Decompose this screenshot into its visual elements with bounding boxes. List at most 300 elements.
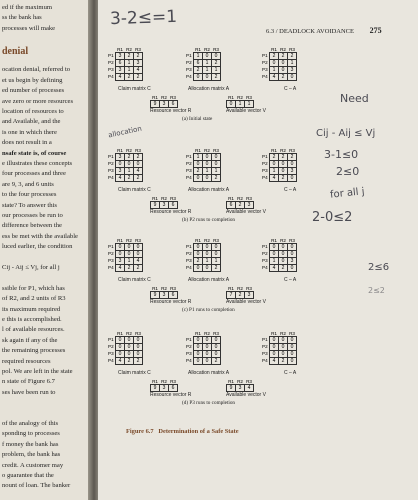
column-header: R2 [161,378,167,384]
body-text-line: n state of Figure 6.7 [2,378,55,386]
matrix-cell: 1 [194,53,203,60]
matrix-cell: 4 [116,358,125,365]
matrix-cell: 0 [279,337,288,344]
body-text-line: is one in which there [2,128,57,136]
matrix-cell: 2 [134,358,143,365]
matrix-cell: 3 [116,258,125,265]
matrix-cell: 6 [116,60,125,67]
body-text-line: problem, the bank has [2,451,61,459]
row-label: P1 [186,244,192,249]
body-text-line: state? To answer this [2,201,57,209]
matrix-cell: 0 [279,60,288,67]
matrix-cell: 0 [134,351,143,358]
vector-cell: 3 [160,101,169,108]
matrix-cell: 3 [288,67,297,74]
matrix-cell: 0 [288,175,297,182]
matrix-cell: 2 [212,74,221,81]
need-matrix [262,330,297,365]
vector-cell: 9 [151,101,160,108]
row-label: P1 [108,337,114,342]
row-label: P3 [262,67,268,72]
row-label: P3 [186,67,192,72]
row-label: P3 [186,168,192,173]
column-header: R3 [246,94,252,100]
body-text-line: et us begin by defining [2,76,63,84]
column-header: R1 [117,330,123,336]
available-vector-caption: Available vector V [226,392,266,398]
column-header: R3 [246,195,252,201]
resource-vector-caption: Resource vector R [150,299,192,305]
body-text-line: sponding to processes [2,430,60,438]
body-text-line: l of available resources. [2,326,65,334]
matrix-cell: 2 [270,154,279,161]
body-text-line: required resources [2,357,51,365]
matrix-cell: 4 [116,74,125,81]
row-label: P2 [186,344,192,349]
figure-title: Determination of a Safe State [158,428,239,435]
matrix-cell: 0 [125,244,134,251]
matrix-cell: 2 [194,168,203,175]
row-label: P1 [262,337,268,342]
matrix-cell: 2 [194,258,203,265]
matrix-cell: 2 [212,265,221,272]
vector-cell: 6 [169,101,178,108]
row-label: P3 [108,351,114,356]
allocation-matrix-caption: Allocation matrix A [188,277,230,283]
row-label: P4 [262,175,268,180]
matrix-cell: 0 [279,258,288,265]
available-vector-caption: Available vector V [226,299,266,305]
matrix-cell: 0 [288,74,297,81]
body-text-line: sk again if any of the [2,336,58,344]
column-header: R1 [228,378,234,384]
allocation-matrix-caption: Allocation matrix A [188,370,230,376]
matrix-cell: 2 [288,53,297,60]
row-label: P3 [108,258,114,263]
need-matrix-caption: C – A [284,277,297,283]
matrix-cell: 0 [288,351,297,358]
column-header: R1 [271,147,277,153]
body-text-line: ocation denial, referred to [2,66,71,74]
row-label: P1 [108,244,114,249]
allocation-matrix-caption: Allocation matrix A [188,86,230,92]
body-text-line: ess be met with the available [2,232,78,240]
row-label: P1 [262,154,268,159]
body-text-line: difference between the [2,222,62,230]
row-label: P3 [186,258,192,263]
matrix-cell: 2 [212,60,221,67]
body-text-line: Cij - Aij ≤ Vj, for all j [2,264,60,271]
claim-matrix [108,147,143,182]
matrix-cell: 1 [125,60,134,67]
state-caption: (c) P1 runs to completion [182,307,235,313]
handwritten-calc-1: 3-1≤0 [324,148,359,161]
vector-cell: 3 [245,292,254,299]
vector-cell: 2 [236,202,245,209]
matrix-cell: 0 [203,244,212,251]
matrix-cell: 1 [125,258,134,265]
column-header: R1 [228,195,234,201]
column-header: R2 [204,46,210,52]
vector-cell: 9 [151,202,160,209]
column-header: R1 [117,147,123,153]
matrix-cell: 2 [288,154,297,161]
matrix-cell: 2 [134,74,143,81]
column-header: R3 [170,195,176,201]
matrix-cell: 2 [125,154,134,161]
column-header: R3 [289,46,295,52]
matrix-cell: 3 [116,67,125,74]
matrix-cell: 4 [116,175,125,182]
claim-matrix-caption: Claim matrix C [118,86,151,92]
matrix-cell: 1 [194,154,203,161]
need-matrix-caption: C – A [284,370,297,376]
resource-vector-caption: Resource vector R [150,209,192,215]
row-label: P2 [108,60,114,65]
vector-cell: 9 [151,385,160,392]
matrix-cell: 2 [125,175,134,182]
column-header: R1 [271,46,277,52]
matrix-cell: 0 [194,358,203,365]
matrix-cell: 0 [270,351,279,358]
row-label: P2 [262,344,268,349]
column-header: R1 [152,285,158,291]
matrix-cell: 4 [270,175,279,182]
matrix-cell: 0 [212,344,221,351]
matrix-cell: 0 [270,337,279,344]
section-heading: denial [2,45,29,57]
allocation-matrix [186,147,221,182]
allocation-matrix [186,46,221,81]
body-text-line: f money the bank has [2,440,59,448]
matrix-cell: 0 [203,161,212,168]
matrix-cell: 2 [134,53,143,60]
column-header: R3 [289,237,295,243]
matrix-cell: 0 [212,161,221,168]
matrix-cell: 2 [279,154,288,161]
allocation-matrix [186,330,221,365]
matrix-cell: 3 [116,154,125,161]
vector-cell: 6 [227,202,236,209]
body-text-line: nount of loan. The banker [2,482,71,490]
row-label: P4 [186,74,192,79]
matrix-cell: 0 [212,337,221,344]
matrix-cell: 1 [270,67,279,74]
matrix-cell: 3 [134,60,143,67]
matrix-cell: 0 [270,344,279,351]
row-label: P4 [262,74,268,79]
matrix-cell: 0 [203,265,212,272]
matrix-cell: 0 [203,251,212,258]
column-header: R2 [161,285,167,291]
row-label: P1 [186,53,192,58]
column-header: R2 [161,94,167,100]
handwritten-note-top: 3-2≤=1 [109,6,178,30]
matrix-cell: 0 [125,161,134,168]
row-label: P1 [108,154,114,159]
matrix-cell: 1 [203,258,212,265]
matrix-cell: 0 [279,161,288,168]
resource-vector [150,195,178,209]
column-header: R3 [170,378,176,384]
column-header: R3 [170,285,176,291]
running-header [266,26,382,35]
matrix-cell: 0 [212,251,221,258]
matrix-cell: 4 [116,265,125,272]
vector-cell: 3 [160,292,169,299]
column-header: R2 [161,195,167,201]
matrix-cell: 3 [116,168,125,175]
column-header: R3 [213,147,219,153]
column-header: R3 [289,147,295,153]
matrix-cell: 4 [270,358,279,365]
matrix-cell: 0 [134,337,143,344]
row-label: P4 [108,358,114,363]
matrix-cell: 0 [203,344,212,351]
handwritten-side-2: 2≤2 [368,286,385,295]
matrix-cell: 2 [194,67,203,74]
column-header: R3 [213,330,219,336]
row-label: P3 [262,258,268,263]
matrix-cell: 4 [270,74,279,81]
available-vector-caption: Available vector V [226,108,266,114]
vector-cell: 1 [236,101,245,108]
state-caption: (b) P2 runs to completion [182,217,236,223]
matrix-cell: 0 [116,337,125,344]
column-header: R3 [135,330,141,336]
matrix-cell: 0 [203,351,212,358]
row-label: P4 [262,265,268,270]
resource-vector [150,94,178,108]
matrix-cell: 0 [203,175,212,182]
handwritten-inequality: 2-0≤2 [312,210,353,225]
resource-vector-caption: Resource vector R [150,108,192,114]
matrix-cell: 0 [116,344,125,351]
body-text-line: of R2, and 2 units of R3 [2,295,66,303]
handwritten-for-all: for all j [329,186,366,201]
vector-cell: 2 [236,292,245,299]
matrix-cell: 2 [134,154,143,161]
claim-matrix [108,237,143,272]
row-label: P3 [108,168,114,173]
state-caption: (d) P3 runs to completion [182,400,236,406]
matrix-cell: 1 [288,60,297,67]
matrix-cell: 1 [270,168,279,175]
row-label: P2 [108,161,114,166]
matrix-cell: 1 [125,67,134,74]
column-header: R3 [135,46,141,52]
matrix-cell: 1 [125,168,134,175]
matrix-cell: 2 [212,358,221,365]
column-header: R2 [237,285,243,291]
matrix-cell: 0 [279,351,288,358]
column-header: R1 [195,330,201,336]
matrix-cell: 0 [194,265,203,272]
body-text-line: its maximum required [2,305,61,313]
matrix-cell: 4 [270,265,279,272]
row-label: P2 [108,251,114,256]
matrix-cell: 0 [279,251,288,258]
body-text-line: ssible for P1, which has [2,284,65,292]
column-header: R2 [204,237,210,243]
matrix-cell: 0 [116,161,125,168]
matrix-cell: 2 [279,175,288,182]
column-header: R1 [228,94,234,100]
column-header: R3 [135,147,141,153]
matrix-cell: 3 [288,258,297,265]
body-text-line: e illustrates these concepts [2,160,73,167]
column-header: R1 [271,237,277,243]
column-header: R2 [204,330,210,336]
vector-cell: 6 [169,292,178,299]
column-header: R1 [195,46,201,52]
body-text-line: ed number of processes [2,87,65,95]
resource-vector [150,285,178,299]
allocation-matrix [186,237,221,272]
matrix-cell: 0 [270,60,279,67]
figure-label: Figure 6.7 [126,428,154,435]
row-label: P3 [186,351,192,356]
matrix-cell: 4 [134,168,143,175]
matrix-cell: 0 [203,53,212,60]
row-label: P2 [186,251,192,256]
matrix-cell: 1 [270,258,279,265]
claim-matrix-caption: Claim matrix C [118,370,151,376]
resource-vector-caption: Resource vector R [150,392,192,398]
matrix-cell: 0 [212,154,221,161]
available-vector [226,94,254,108]
column-header: R3 [246,378,252,384]
body-text-line: location of resources to [2,108,64,115]
column-header: R2 [280,147,286,153]
matrix-cell: 0 [125,251,134,258]
claim-matrix-caption: Claim matrix C [118,187,151,193]
matrix-cell: 0 [134,161,143,168]
row-label: P1 [262,244,268,249]
vector-cell: 3 [160,385,169,392]
body-text-line: to the four processes [2,191,57,199]
column-header: R1 [152,94,158,100]
column-header: R2 [237,94,243,100]
matrix-cell: 1 [203,60,212,67]
claim-matrix [108,330,143,365]
body-text-line: pol. We are left in the state [2,368,73,375]
vector-cell: 3 [160,202,169,209]
right-page [98,0,418,500]
matrix-cell: 0 [203,337,212,344]
column-header: R2 [126,330,132,336]
matrix-cell: 0 [194,74,203,81]
column-header: R3 [135,237,141,243]
vector-cell: 9 [227,385,236,392]
body-text-line: o guarantee that the [2,472,54,479]
matrix-cell: 1 [212,258,221,265]
matrix-cell: 0 [116,251,125,258]
column-header: R2 [280,237,286,243]
column-header: R3 [246,285,252,291]
matrix-cell: 0 [288,358,297,365]
body-text-line: ss the bank has [2,14,42,22]
body-text-line: ses have been run to [2,388,56,396]
matrix-cell: 0 [116,351,125,358]
resource-vector [150,378,178,392]
matrix-cell: 2 [125,74,134,81]
matrix-cell: 2 [212,175,221,182]
vector-cell: 3 [236,385,245,392]
row-label: P4 [186,175,192,180]
handwritten-formula: Cij - Aij ≤ Vj [316,128,376,139]
handwritten-calc-2: 2≤0 [336,165,360,178]
claim-matrix-caption: Claim matrix C [118,277,151,283]
matrix-cell: 0 [194,244,203,251]
vector-cell: 3 [245,202,254,209]
matrix-cell: 0 [134,251,143,258]
body-text-line: ed if the maximum [2,4,52,11]
matrix-cell: 4 [134,67,143,74]
matrix-cell: 1 [203,168,212,175]
matrix-cell: 0 [212,244,221,251]
column-header: R3 [289,330,295,336]
row-label: P2 [108,344,114,349]
row-label: P1 [108,53,114,58]
column-header: R2 [237,195,243,201]
matrix-cell: 2 [125,358,134,365]
matrix-cell: 0 [203,154,212,161]
available-vector [226,195,254,209]
column-header: R2 [204,147,210,153]
matrix-cell: 0 [279,67,288,74]
handwritten-allocation: allocation [107,124,143,140]
matrix-cell: 0 [279,244,288,251]
body-text-line: ave zero or more resources [2,97,74,105]
matrix-cell: 0 [194,337,203,344]
matrix-cell: 0 [194,251,203,258]
row-label: P1 [186,154,192,159]
vector-cell: 9 [151,292,160,299]
need-matrix [262,237,297,272]
row-label: P1 [262,53,268,58]
body-text-line: our processes be run to [2,212,63,219]
body-text-line: of the analogy of this [2,420,59,427]
matrix-cell: 0 [134,244,143,251]
claim-matrix [108,46,143,81]
body-text-line: the remaining processes [2,347,66,355]
matrix-cell: 0 [288,244,297,251]
column-header: R2 [126,237,132,243]
available-vector-caption: Available vector V [226,209,266,215]
row-label: P2 [262,251,268,256]
matrix-cell: 0 [134,344,143,351]
matrix-cell: 0 [194,175,203,182]
figure-caption [126,428,239,435]
body-text-line: are 9, 3, and 6 units [2,180,54,188]
column-header: R1 [117,46,123,52]
matrix-cell: 0 [270,244,279,251]
row-label: P4 [108,175,114,180]
row-label: P3 [262,351,268,356]
matrix-cell: 0 [288,161,297,168]
vector-cell: 0 [227,101,236,108]
body-text-line: processes will make [2,24,56,32]
matrix-cell: 0 [288,337,297,344]
column-header: R1 [117,237,123,243]
matrix-cell: 0 [125,344,134,351]
page-number: 275 [369,26,382,35]
body-text-line: does not result in a [2,139,52,147]
row-label: P2 [262,60,268,65]
matrix-cell: 0 [194,161,203,168]
matrix-cell: 0 [288,344,297,351]
